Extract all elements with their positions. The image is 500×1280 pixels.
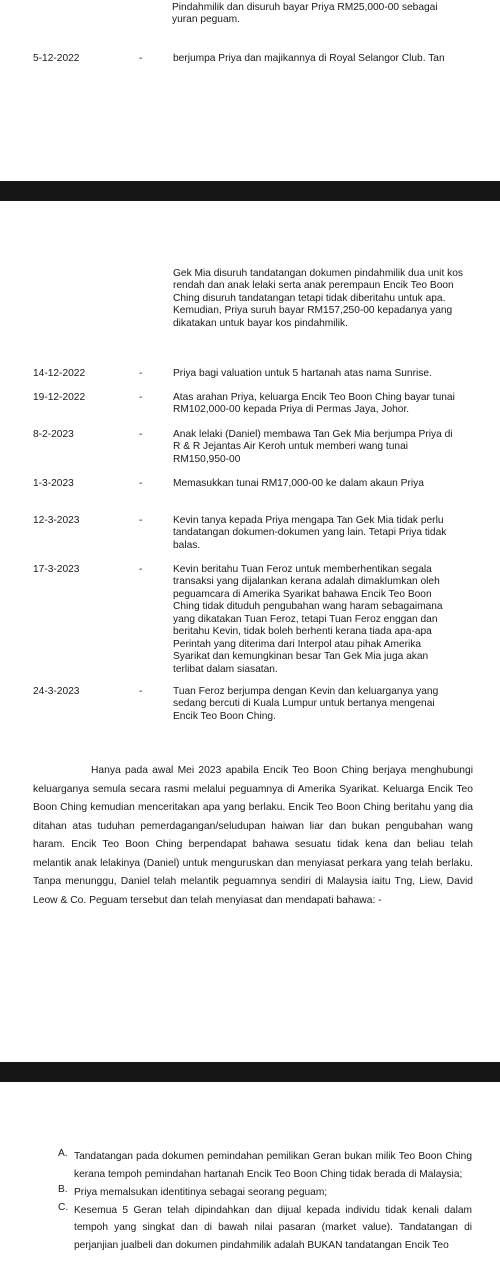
finding-marker: A.	[58, 1148, 68, 1159]
entry-dash: -	[139, 564, 143, 575]
entry-date: 8-2-2023	[33, 429, 74, 440]
entry-date: 5-12-2022	[33, 53, 80, 64]
entry-date: 14-12-2022	[33, 368, 86, 379]
entry-date: 1-3-2023	[33, 478, 74, 489]
entry-dash: -	[139, 686, 143, 697]
entry-text: Memasukkan tunai RM17,000-00 ke dalam akaun Priya	[173, 478, 424, 489]
entry-date: 24-3-2023	[33, 686, 80, 697]
finding-marker: C.	[58, 1201, 69, 1213]
page-gap-1	[0, 181, 500, 201]
top-fragment-line-2: yuran peguam.	[172, 14, 240, 26]
continuation-block: Gek Mia disuruh tandatangan dokumen pindahmilik dua unit kos rendah dan anak lelaki serta anak perempaun Encik Teo Boon Ching disuruh tandatangan tetapi tidak diberitahu untuk apa. Kemudian, Priya suruh bayar RM157,250-00 kepadanya yang dikatakan untuk bayar kos pindahmilik.	[173, 268, 463, 329]
finding-marker: B.	[58, 1183, 68, 1195]
finding-item	[58, 1148, 472, 1184]
entry-text: Priya bagi valuation untuk 5 hartanah atas nama Sunrise.	[173, 368, 432, 379]
finding-item	[58, 1202, 472, 1256]
entry-text: Kevin tanya kepada Priya mengapa Tan Gek Mia tidak perlu tandatangan dokumen-dokumen yang lain. Tetapi Priya tidak balas.	[173, 515, 447, 551]
timeline-entry-5-12-2022	[33, 53, 473, 67]
finding-text: Priya memalsukan identitinya sebagai seorang peguam;	[74, 1186, 328, 1198]
entry-date: 12-3-2023	[33, 515, 80, 526]
findings-list	[58, 1148, 472, 1255]
narrative-paragraph: Hanya pada awal Mei 2023 apabila Encik Teo Boon Ching berjaya menghubungi keluarganya semula secara rasmi melalui peguamnya di Amerika Syarikat. Keluarga Encik Teo Boon Ching kemudian menceritakan apa yang berlaku. Encik Teo Boon Ching beritahu yang dia ditahan atas tuduhan pemerdagangan/seludupan haiwan liar dan bukan pengubahan wang haram. Encik Teo Boon Ching berpendapat bahawa sesuatu tidak kena dan beliau telah melantik anak lelakinya (Daniel) untuk menguruskan dan menyiasat perkara yang telah berlaku. Tanpa menunggu, Daniel telah melantik peguamnya sendiri di Malaysia iaitu Tng, Liew, David Leow & Co. Peguam tersebut dan telah menyiasat dan mendapati bahawa: -	[33, 765, 473, 906]
top-fragment-line-1: Pindahmilik dan disuruh bayar Priya RM25,000-00 sebagai	[172, 2, 438, 13]
entry-text: Kevin beritahu Tuan Feroz untuk memberhentikan segala transaksi yang dijalankan kerana adalah dimaklumkan oleh peguamcara di Amerika Syarikat bahawa Encik Teo Boon Ching tidak dituduh pengubahan wang haram sebagaimana yang dikatakan Tuan Feroz, tetapi Tuan Feroz enggan dan beritahu Kevin, tidak boleh berhenti kerana tiada apa-apa Perintah yang diterima dari Interpol atau pihak Amerika Syarikat dan kemungkinan besar Tan Gek Mia juga akan terlibat dalam siasatan.	[173, 564, 443, 675]
entry-text: berjumpa Priya dan majikannya di Royal Selangor Club. Tan	[173, 53, 445, 64]
entry-text: Tuan Feroz berjumpa dengan Kevin dan keluarganya yang sedang bercuti di Kuala Lumpur untuk bertanya mengenai Encik Teo Boon Ching.	[173, 686, 439, 722]
entry-text: Anak lelaki (Daniel) membawa Tan Gek Mia berjumpa Priya di R & R Jejantas Air Keroh untuk memberi wang tunai RM150,950-00	[173, 429, 453, 465]
entry-date: 19-12-2022	[33, 392, 86, 403]
entry-dash: -	[139, 392, 143, 403]
entry-dash: -	[139, 53, 143, 64]
entry-dash: -	[139, 429, 143, 440]
entry-text: Atas arahan Priya, keluarga Encik Teo Boon Ching bayar tunai RM102,000-00 kepada Priya di Permas Jaya, Johor.	[173, 392, 455, 416]
finding-text: Tandatangan pada dokumen pemindahan pemilikan Geran bukan milik Teo Boon Ching kerana tempoh pemindahan hartanah Encik Teo Boon Ching tidak berada di Malaysia;	[74, 1151, 472, 1180]
finding-item	[58, 1184, 472, 1202]
page-gap-2	[0, 1062, 500, 1082]
top-fragment	[172, 2, 472, 27]
finding-text: Kesemua 5 Geran telah dipindahkan dan dijual kepada individu tidak kenali dalam tempoh yang singkat dan di bawah nilai pasaran (market value). Tandatangan di perjanjian jualbeli dan dokumen pindahmilik adalah BUKAN tandatangan Encik Teo	[74, 1204, 472, 1252]
entry-dash: -	[139, 478, 143, 489]
entry-date: 17-3-2023	[33, 564, 80, 575]
entry-dash: -	[139, 515, 143, 526]
entry-dash: -	[139, 368, 143, 379]
